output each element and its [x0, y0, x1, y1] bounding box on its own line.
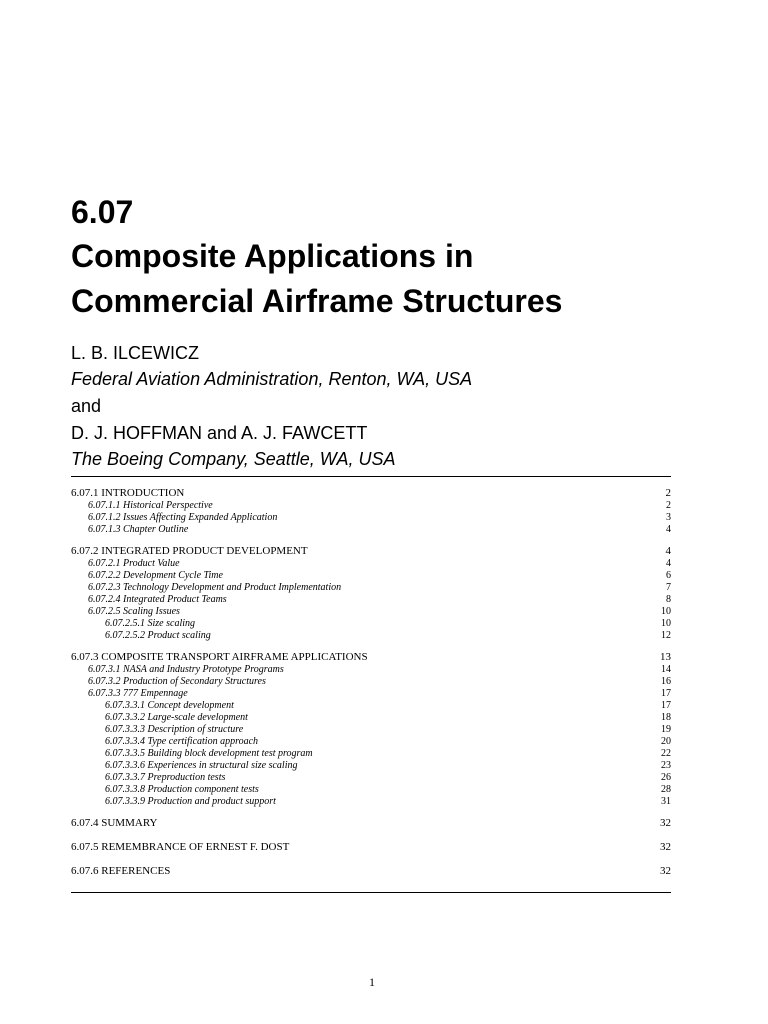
toc-subsection-entry[interactable]: [71, 582, 671, 594]
toc-subsection-entry[interactable]: [71, 606, 671, 618]
toc-subsubsection-entry[interactable]: [71, 784, 671, 796]
toc-entry-title: 6.07.2.5.1 Size scaling: [105, 618, 195, 629]
toc-subsubsection-entry[interactable]: [71, 630, 671, 642]
first-authors: L. B. ILCEWICZ: [71, 343, 200, 363]
second-affiliation: The Boeing Company, Seattle, WA, USA: [71, 449, 396, 469]
toc-entry-title: 6.07.1 INTRODUCTION: [71, 487, 185, 499]
author-block: [71, 340, 691, 472]
toc-entry-title: 6.07.3.1 NASA and Industry Prototype Programs: [88, 664, 284, 675]
table-of-contents: [71, 486, 671, 886]
toc-entry-title: 6.07.2.2 Development Cycle Time: [88, 570, 223, 581]
toc-subsubsection-entry[interactable]: [71, 760, 671, 772]
toc-entry-page: 4: [666, 524, 671, 535]
toc-entry-page: 6: [666, 570, 671, 581]
toc-entry-title: 6.07.3.3.1 Concept development: [105, 700, 234, 711]
toc-entry-title: 6.07.2.5 Scaling Issues: [88, 606, 180, 617]
toc-subsection-entry[interactable]: [71, 500, 671, 512]
toc-subsubsection-entry[interactable]: [71, 772, 671, 784]
toc-entry-title: 6.07.3.3.5 Building block development test program: [105, 748, 313, 759]
toc-entry-title: 6.07.2.3 Technology Development and Product Implementation: [88, 582, 342, 593]
toc-entry-page: 12: [661, 630, 671, 641]
toc-entry-page: 4: [666, 558, 671, 569]
toc-subsubsection-entry[interactable]: [71, 736, 671, 748]
toc-entry-page: 7: [666, 582, 671, 593]
author-conjunction: and: [71, 396, 102, 416]
toc-subsection-entry[interactable]: [71, 594, 671, 606]
toc-entry-page: 18: [661, 712, 671, 723]
toc-entry-title: 6.07.4 SUMMARY: [71, 817, 158, 829]
toc-section: [71, 650, 671, 808]
toc-entry-title: 6.07.3.3.8 Production component tests: [105, 784, 259, 795]
toc-entry-page: 17: [661, 700, 671, 711]
chapter-heading: [71, 190, 691, 472]
toc-entry-title: 6.07.3.3.2 Large-scale development: [105, 712, 248, 723]
toc-section-entry[interactable]: [71, 544, 671, 558]
toc-entry-title: 6.07.2.4 Integrated Product Teams: [88, 594, 227, 605]
toc-entry-page: 10: [661, 606, 671, 617]
toc-entry-page: 31: [661, 796, 671, 807]
toc-section: [71, 486, 671, 536]
page-number: 1: [369, 975, 375, 989]
toc-entry-page: 32: [660, 817, 671, 829]
toc-subsection-entry[interactable]: [71, 688, 671, 700]
toc-section-entry[interactable]: [71, 650, 671, 664]
toc-entry-page: 23: [661, 760, 671, 771]
toc-subsubsection-entry[interactable]: [71, 618, 671, 630]
toc-entry-title: 6.07.1.3 Chapter Outline: [88, 524, 189, 535]
toc-entry-page: 32: [660, 865, 671, 877]
toc-entry-page: 2: [665, 487, 671, 499]
toc-subsection-entry[interactable]: [71, 558, 671, 570]
toc-entry-page: 14: [661, 664, 671, 675]
toc-section-entry[interactable]: [71, 864, 671, 878]
toc-subsubsection-entry[interactable]: [71, 748, 671, 760]
toc-entry-page: 2: [666, 500, 671, 511]
toc-section: [71, 544, 671, 642]
toc-subsection-entry[interactable]: [71, 512, 671, 524]
toc-entry-title: 6.07.5 REMEMBRANCE OF ERNEST F. DOST: [71, 841, 290, 853]
toc-entry-title: 6.07.1.2 Issues Affecting Expanded Application: [88, 512, 278, 523]
toc-subsection-entry[interactable]: [71, 570, 671, 582]
toc-subsection-entry[interactable]: [71, 664, 671, 676]
toc-entry-title: 6.07.1.1 Historical Perspective: [88, 500, 213, 511]
toc-entry-title: 6.07.3.3.9 Production and product support: [105, 796, 276, 807]
toc-entry-title: 6.07.3.2 Production of Secondary Structures: [88, 676, 266, 687]
toc-entry-page: 32: [660, 841, 671, 853]
toc-entry-page: 20: [661, 736, 671, 747]
toc-entry-title: 6.07.3.3.6 Experiences in structural size scaling: [105, 760, 298, 771]
toc-subsubsection-entry[interactable]: [71, 712, 671, 724]
toc-entry-page: 28: [661, 784, 671, 795]
toc-section-entry[interactable]: [71, 840, 671, 854]
toc-entry-title: 6.07.6 REFERENCES: [71, 865, 171, 877]
first-affiliation: Federal Aviation Administration, Renton, WA, USA: [71, 369, 473, 389]
toc-entry-page: 22: [661, 748, 671, 759]
toc-entry-page: 3: [666, 512, 671, 523]
toc-entry-title: 6.07.2.5.2 Product scaling: [105, 630, 211, 641]
chapter-number: 6.07: [71, 194, 134, 230]
second-authors: D. J. HOFFMAN and A. J. FAWCETT: [71, 423, 368, 443]
toc-subsubsection-entry[interactable]: [71, 796, 671, 808]
toc-entry-title: 6.07.3.3.4 Type certification approach: [105, 736, 259, 747]
toc-subsubsection-entry[interactable]: [71, 700, 671, 712]
toc-entry-page: 13: [660, 651, 671, 663]
toc-entry-title: 6.07.3 COMPOSITE TRANSPORT AIRFRAME APPLICATIONS: [71, 651, 368, 663]
toc-entry-title: 6.07.3.3.7 Preproduction tests: [105, 772, 226, 783]
toc-entry-title: 6.07.3.3 777 Empennage: [88, 688, 188, 699]
chapter-title-line-2: Commercial Airframe Structures: [71, 283, 563, 319]
toc-entry-title: 6.07.2.1 Product Value: [88, 558, 180, 569]
toc-subsubsection-entry[interactable]: [71, 724, 671, 736]
toc-section: [71, 816, 671, 830]
toc-entry-page: 17: [661, 688, 671, 699]
toc-subsection-entry[interactable]: [71, 524, 671, 536]
toc-section-entry[interactable]: [71, 816, 671, 830]
toc-section: [71, 864, 671, 878]
toc-entry-page: 10: [661, 618, 671, 629]
toc-top-divider: [71, 476, 671, 477]
toc-entry-page: 4: [665, 545, 671, 557]
toc-section-entry[interactable]: [71, 486, 671, 500]
toc-entry-title: 6.07.3.3.3 Description of structure: [105, 724, 244, 735]
toc-entry-page: 8: [666, 594, 671, 605]
chapter-title-line-1: Composite Applications in: [71, 238, 474, 274]
toc-entry-page: 19: [661, 724, 671, 735]
toc-entry-title: 6.07.2 INTEGRATED PRODUCT DEVELOPMENT: [71, 545, 308, 557]
toc-entry-page: 16: [661, 676, 671, 687]
toc-subsection-entry[interactable]: [71, 676, 671, 688]
toc-section: [71, 840, 671, 854]
toc-entry-page: 26: [661, 772, 671, 783]
toc-bottom-divider: [71, 892, 671, 893]
